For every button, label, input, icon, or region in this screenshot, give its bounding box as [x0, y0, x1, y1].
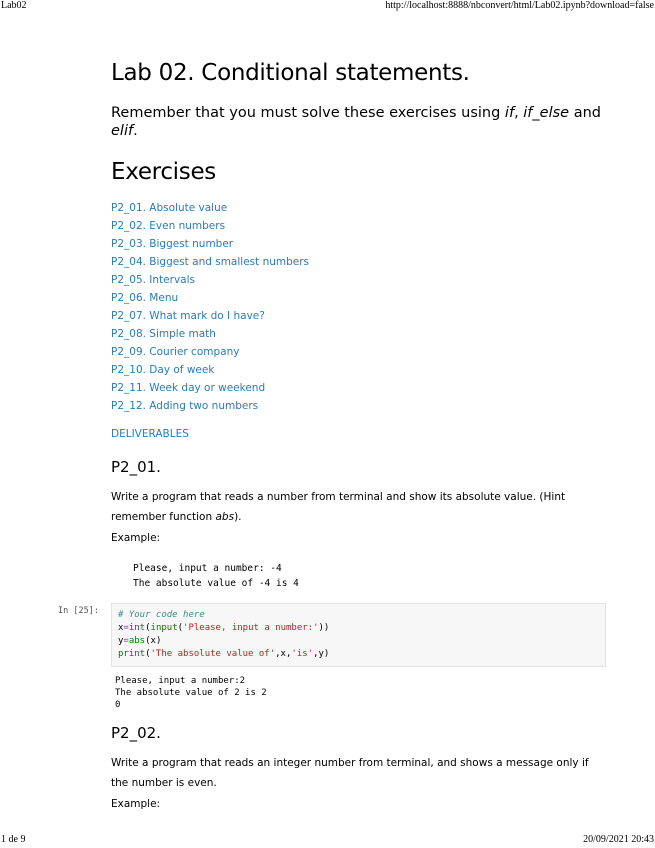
print-header-title: Lab02 [1, 0, 27, 11]
intro-if: if [504, 105, 515, 121]
p2-02-description: Write a program that reads an integer number from terminal, and shows a message only if the number is even. [111, 757, 589, 789]
toc-link-p2-04[interactable]: P2_04. Biggest and smallest numbers [111, 256, 310, 268]
code-token: int [128, 623, 146, 633]
p2-02-heading: P2_02. [111, 724, 161, 742]
toc-link-p2-11[interactable]: P2_11. Week day or weekend [111, 382, 266, 394]
code-token: print [118, 649, 146, 659]
code-editor[interactable] [111, 603, 606, 667]
toc-link-p2-09[interactable]: P2_09. Courier company [111, 346, 240, 358]
code-token: (x) [145, 636, 162, 646]
list-item [111, 361, 606, 379]
intro-text [111, 104, 606, 140]
intro-ifelse: if_else [523, 105, 570, 121]
code-token: abs [128, 636, 146, 646]
intro-sep2: and [569, 105, 601, 121]
notebook-content [58, 58, 606, 813]
list-item [111, 235, 606, 253]
intro-before: Remember that you must solve these exercises using [111, 105, 505, 121]
code-cell[interactable] [58, 603, 606, 667]
list-item [111, 325, 606, 343]
toc-link-p2-07[interactable]: P2_07. What mark do I have? [111, 310, 265, 322]
toc-link-p2-03[interactable]: P2_03. Biggest number [111, 238, 234, 250]
p2-01-heading: P2_01. [111, 458, 161, 476]
code-token: input [150, 623, 178, 633]
deliverables [111, 427, 606, 441]
p2-01-desc-abs: abs [215, 511, 235, 523]
list-item [111, 397, 606, 415]
p2-02-example-label: Example: [111, 798, 161, 810]
code-token: ( [145, 649, 151, 659]
toc-link-p2-05[interactable]: P2_05. Intervals [111, 274, 195, 286]
code-comment: # Your code here [118, 610, 205, 620]
list-item [111, 379, 606, 397]
toc-link-p2-01[interactable]: P2_01. Absolute value [111, 202, 228, 214]
print-header-url: http://localhost:8888/nbconvert/html/Lab02.ipynb?download=false [385, 0, 654, 11]
exercises-heading: Exercises [111, 159, 216, 185]
list-item [111, 253, 606, 271]
toc-link-p2-08[interactable]: P2_08. Simple math [111, 328, 216, 340]
list-item [111, 307, 606, 325]
code-token: 'The absolute value of' [150, 649, 276, 659]
code-token: ,y) [313, 649, 330, 659]
list-item [111, 343, 606, 361]
code-token: 'is' [291, 649, 314, 659]
toc-link-p2-12[interactable]: P2_12. Adding two numbers [111, 400, 259, 412]
p2-01-desc-before: Write a program that reads a number from terminal and show its absolute value. (Hint remember function [111, 491, 566, 523]
deliverables-link[interactable]: DELIVERABLES [111, 428, 189, 440]
toc-link-p2-10[interactable]: P2_10. Day of week [111, 364, 215, 376]
print-timestamp: 20/09/2021 20:43 [583, 834, 654, 845]
code-token: = [123, 636, 129, 646]
code-token: = [123, 623, 129, 633]
code-token: )) [318, 623, 330, 633]
list-item [111, 289, 606, 307]
page-title: Lab 02. Conditional statements. [111, 60, 470, 86]
intro-elif: elif [111, 123, 134, 139]
cell-output: Please, input a number:2 The absolute value of 2 is 2 0 [115, 676, 267, 710]
intro-end: . [133, 123, 138, 139]
code-token: 'Please, input a number:' [183, 623, 319, 633]
cell-prompt: In [25]: [58, 606, 99, 616]
p2-01-desc-after: ). [234, 511, 242, 523]
code-token: ( [177, 623, 184, 633]
p2-01-description [111, 487, 606, 527]
toc-link-p2-06[interactable]: P2_06. Menu [111, 292, 179, 304]
p2-01-example-label: Example: [111, 532, 161, 544]
list-item [111, 271, 606, 289]
code-token: ,x, [275, 649, 292, 659]
print-footer [0, 834, 655, 848]
toc-link-p2-02[interactable]: P2_02. Even numbers [111, 220, 226, 232]
intro-sep1: , [514, 105, 524, 121]
page-number: 1 de 9 [1, 834, 26, 845]
print-header [0, 0, 655, 12]
code-token: y [118, 636, 124, 646]
p2-01-example-output: Please, input a number: -4 The absolute value of -4 is 4 [133, 563, 299, 589]
code-token: ( [145, 623, 151, 633]
exercise-toc [111, 199, 606, 415]
list-item [111, 199, 606, 217]
list-item [111, 217, 606, 235]
code-token: x [118, 623, 124, 633]
